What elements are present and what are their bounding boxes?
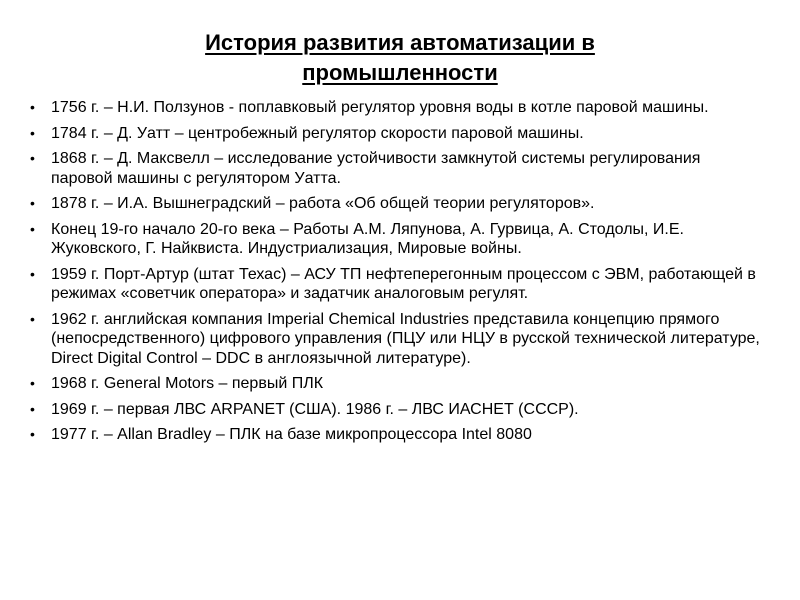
list-item-text: 1968 г. General Motors – первый ПЛК <box>51 375 324 392</box>
list-item-text: 1962 г. английская компания Imperial Chemical Industries представила концепцию прямого (непосредственного) цифрового управления (ПЦУ или НЦУ в русской технической литературе, Direct Digital Control – DDC в англоязычной литературе). <box>51 310 760 367</box>
list-item-text: 1784 г. – Д. Уатт – центробежный регулятор скорости паровой машины. <box>51 124 584 142</box>
bullet-icon: • <box>30 220 35 237</box>
list-item <box>30 124 760 144</box>
list-item <box>30 265 760 304</box>
bullet-icon: • <box>30 124 35 141</box>
list-item-text: 1868 г. – Д. Максвелл – исследование устойчивости замкнутой системы регулирования паровой машины с регулятором Уатта. <box>51 150 701 187</box>
bullet-icon: • <box>30 400 35 417</box>
bullet-icon: • <box>30 310 35 327</box>
list-item-text: 1756 г. – Н.И. Ползунов - поплавковый регулятор уровня воды в котле паровой машины. <box>51 99 709 116</box>
bullet-icon: • <box>30 99 35 115</box>
list-item-text: Конец 19-го начало 20-го века – Работы А.М. Ляпунова, А. Гурвица, А. Стодолы, И.Е. Жуковского, Г. Найквиста. Индустриализация, Мировые войны. <box>51 220 684 257</box>
page-title <box>0 28 800 88</box>
list-item <box>30 149 760 188</box>
list-item-text: 1977 г. – Allan Bradley – ПЛК на базе микропроцессора Intel 8080 <box>51 426 532 443</box>
list-item <box>30 425 760 445</box>
bullet-icon: • <box>30 195 35 211</box>
list-item <box>30 374 760 394</box>
history-list <box>30 98 760 451</box>
bullet-icon: • <box>30 426 35 442</box>
list-item <box>30 194 760 214</box>
title-line-1: История развития автоматизации в <box>205 30 595 55</box>
bullet-icon: • <box>30 150 35 166</box>
list-item-text: 1959 г. Порт-Артур (штат Техас) – АСУ ТП нефтеперегонным процессом с ЭВМ, работающей в режимах «советчик оператора» и задатчик аналоговым регулят. <box>51 265 756 302</box>
list-item <box>30 310 760 369</box>
list-item <box>30 98 760 118</box>
list-item-text: 1969 г. – первая ЛВС ARPANET (США). 1986 г. – ЛВС ИАСНЕТ (СССР). <box>51 400 579 418</box>
bullet-icon: • <box>30 375 35 391</box>
bullet-icon: • <box>30 265 35 282</box>
list-item-text: 1878 г. – И.А. Вышнеградский – работа «Об общей теории регуляторов». <box>51 195 595 212</box>
title-line-2: промышленности <box>302 60 498 85</box>
list-item <box>30 220 760 259</box>
list-item <box>30 400 760 420</box>
